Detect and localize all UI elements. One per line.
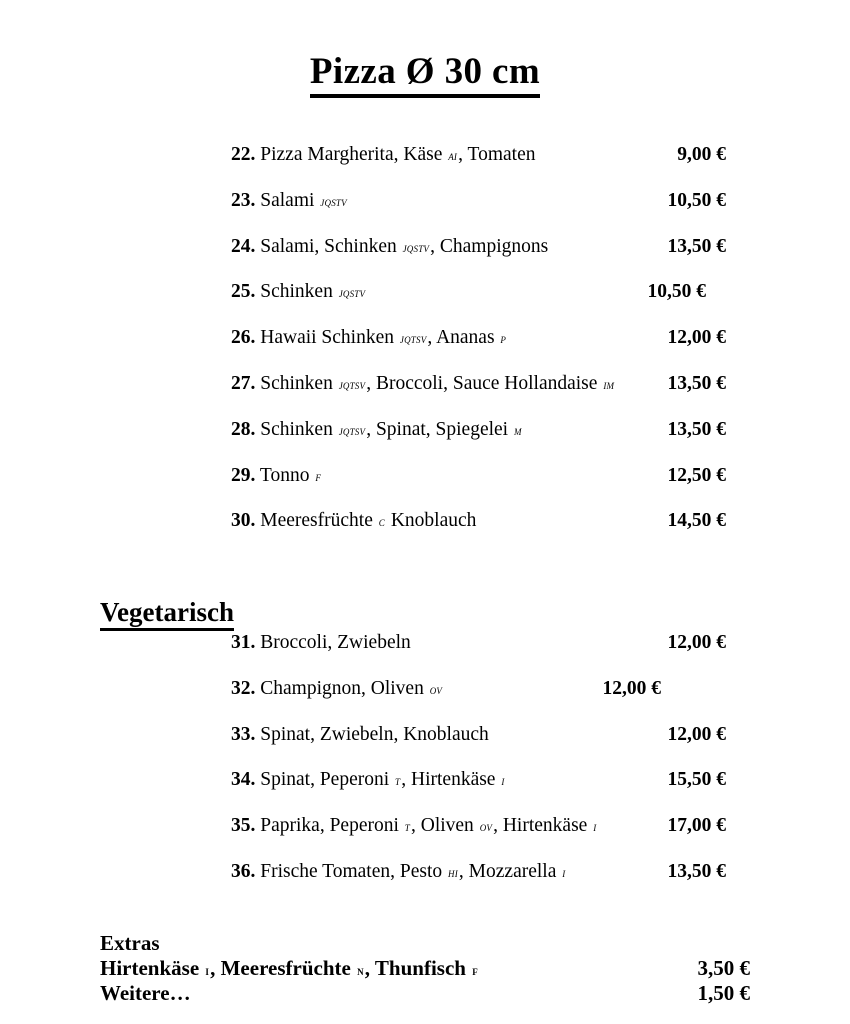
menu-item-description	[260, 327, 507, 348]
allergen-code: i	[562, 866, 566, 880]
menu-item-price: 9,00 €	[677, 144, 726, 165]
item-description-text: Hawaii Schinken	[260, 327, 399, 349]
item-description-text: Broccoli, Zwiebeln	[260, 632, 411, 653]
menu-item-price: 13,50 €	[667, 235, 726, 257]
menu-item-number: 27.	[231, 373, 256, 394]
menu-item-price: 17,00 €	[667, 815, 726, 837]
menu-item-label	[231, 417, 523, 444]
item-description-text: , Mozzarella	[458, 861, 562, 882]
allergen-code: jqtsv	[338, 378, 366, 392]
allergen-code: t	[404, 820, 410, 835]
menu-item-price: 12,00 €	[667, 632, 726, 653]
allergen-code: f	[315, 469, 322, 484]
menu-item-description	[260, 281, 366, 302]
allergen-code: n	[357, 963, 364, 978]
item-description-text: Frische Tomaten, Pesto	[260, 861, 448, 882]
menu-item-label	[231, 508, 476, 535]
extras-row[interactable]	[100, 981, 750, 1006]
menu-item-label	[231, 676, 443, 703]
page-title	[0, 50, 850, 98]
menu-item-number: 28.	[231, 418, 256, 440]
allergen-code: i	[205, 963, 210, 978]
menu-item-price: 12,00 €	[667, 723, 726, 745]
menu-item-label	[231, 722, 489, 748]
item-description-text: , Thunfisch	[364, 956, 472, 980]
menu-item[interactable]	[231, 279, 791, 305]
menu-item-label	[231, 279, 366, 306]
allergen-code: i	[593, 820, 597, 835]
item-description-text: , Broccoli, Sauce Hollandaise	[366, 373, 603, 394]
menu-item-number: 29.	[231, 464, 256, 486]
menu-item-price: 12,50 €	[667, 464, 726, 486]
allergen-code: ov	[479, 820, 493, 835]
allergen-code: m	[513, 423, 522, 438]
menu-item[interactable]	[231, 630, 791, 656]
menu-item-description	[260, 190, 348, 211]
item-description-text: Salami, Schinken	[260, 235, 402, 257]
menu-item-label	[231, 234, 548, 261]
item-description-text: , Hirtenkäse	[401, 769, 501, 791]
item-description-text: Weitere…	[100, 981, 191, 1005]
item-description-text: , Champignons	[430, 235, 549, 257]
allergen-code: jqtsv	[338, 423, 366, 438]
menu-item[interactable]	[231, 417, 791, 443]
item-description-text: Spinat, Zwiebeln, Knoblauch	[260, 723, 489, 745]
menu-item-label	[231, 463, 322, 490]
item-description-text: Hirtenkäse	[100, 956, 205, 980]
menu-item[interactable]	[231, 188, 791, 214]
item-description-text: , Meeresfrüchte	[210, 956, 357, 980]
allergen-code: ai	[448, 149, 458, 163]
item-description-text: , Ananas	[427, 327, 500, 349]
allergen-code: p	[500, 332, 507, 347]
menu-item[interactable]	[231, 676, 791, 702]
menu-item-price: 15,50 €	[667, 769, 726, 791]
menu-item-description	[260, 815, 597, 836]
menu-item-number: 32.	[231, 677, 256, 699]
section-heading-vegetarisch	[100, 598, 234, 630]
item-description-text: Paprika, Peperoni	[260, 815, 404, 837]
extras-price: 3,50 €	[697, 956, 750, 980]
menu-item-number: 35.	[231, 815, 256, 837]
menu-item-description	[260, 678, 443, 699]
menu-item-number: 26.	[231, 327, 256, 349]
menu-item[interactable]	[231, 813, 791, 839]
menu-item-description	[260, 724, 489, 745]
page-title-text: Pizza Ø 30 cm	[310, 53, 540, 98]
menu-item-number: 23.	[231, 189, 256, 211]
extras-price: 1,50 €	[697, 981, 750, 1005]
allergen-code: i	[501, 774, 505, 789]
allergen-code: im	[603, 378, 615, 392]
allergen-code: c	[378, 515, 385, 530]
menu-item-price: 12,00 €	[667, 327, 726, 349]
menu-item-label	[231, 188, 348, 215]
menu-item-description	[260, 861, 566, 882]
menu-item-description	[260, 236, 548, 257]
menu-item-label	[231, 371, 615, 398]
menu-item-description	[260, 632, 411, 653]
item-description-text: Tonno	[259, 464, 315, 486]
item-description-text: Spinat, Peperoni	[260, 769, 395, 791]
extras-label	[100, 956, 479, 980]
menu-item-description	[260, 465, 322, 486]
menu-item-price: 13,50 €	[667, 418, 726, 440]
allergen-code: ov	[429, 682, 443, 697]
item-description-text: Meeresfrüchte	[260, 510, 378, 532]
menu-item-label	[231, 630, 411, 656]
menu-item[interactable]	[231, 859, 791, 885]
menu-item-number: 30.	[231, 510, 256, 532]
allergen-code: jqstv	[402, 240, 430, 255]
menu-item-price: 13,50 €	[667, 373, 726, 394]
menu-item-price: 13,50 €	[667, 861, 726, 882]
menu-item[interactable]	[231, 508, 791, 534]
item-description-text: Champignon, Oliven	[260, 677, 429, 699]
menu-item[interactable]	[231, 463, 791, 489]
item-description-text: Schinken	[260, 373, 338, 394]
menu-item-description	[260, 510, 476, 531]
item-description-text: Schinken	[260, 418, 338, 440]
menu-item-number: 24.	[231, 235, 256, 257]
menu-item-label	[231, 813, 597, 840]
allergen-code: hi	[448, 866, 458, 880]
item-description-text: , Oliven	[410, 815, 479, 837]
item-description-text: Schinken	[260, 281, 338, 303]
menu-item[interactable]	[231, 371, 791, 397]
extras-row[interactable]	[100, 956, 750, 981]
menu-item-number: 25.	[231, 281, 256, 303]
menu-item-label	[231, 859, 566, 886]
menu-item-description	[260, 144, 535, 165]
item-description-text: , Spinat, Spiegelei	[366, 418, 513, 440]
menu-item-price: 14,50 €	[667, 510, 726, 532]
menu-item-price: 12,00 €	[602, 677, 661, 699]
menu-item-description	[260, 419, 522, 440]
menu-item[interactable]	[231, 722, 791, 748]
menu-item-number: 22.	[231, 144, 256, 165]
extras-label	[100, 981, 191, 1005]
menu-item[interactable]	[231, 325, 791, 351]
menu-item-price: 10,50 €	[647, 281, 706, 303]
allergen-code: jqtsv	[399, 332, 427, 347]
menu-item-price: 10,50 €	[667, 189, 726, 211]
extras-heading-text: Extras	[100, 931, 160, 955]
menu-item-label	[231, 325, 507, 352]
menu-item-label	[231, 767, 506, 794]
section-heading-text: Vegetarisch	[100, 598, 234, 630]
menu-item-description	[260, 373, 615, 394]
menu-item[interactable]	[231, 234, 791, 260]
extras-section	[100, 931, 750, 1006]
item-description-text: Knoblauch	[385, 510, 477, 532]
extras-heading	[100, 931, 750, 956]
item-description-text: , Hirtenkäse	[493, 815, 593, 837]
item-description-text: , Tomaten	[458, 144, 536, 165]
allergen-code: jqstv	[338, 286, 366, 301]
menu-item-label	[231, 142, 535, 169]
allergen-code: f	[472, 963, 478, 978]
menu-item[interactable]	[231, 142, 791, 168]
menu-item-number: 34.	[231, 769, 256, 791]
menu-item-description	[260, 769, 505, 790]
menu-item[interactable]	[231, 767, 791, 793]
menu-item-number: 36.	[231, 861, 256, 882]
menu-item-number: 31.	[231, 632, 256, 653]
menu-item-number: 33.	[231, 723, 256, 745]
item-description-text: Pizza Margherita, Käse	[260, 144, 448, 165]
item-description-text: Salami	[260, 189, 320, 211]
allergen-code: t	[395, 774, 401, 789]
allergen-code: jqstv	[320, 194, 347, 209]
